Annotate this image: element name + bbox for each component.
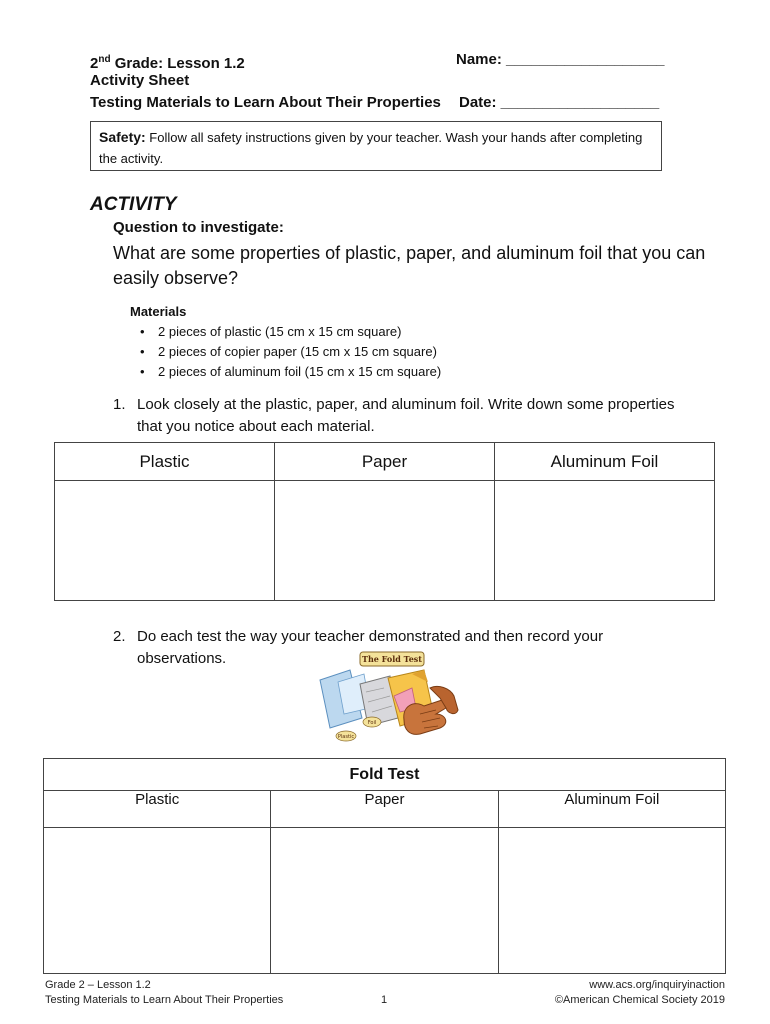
column-header-paper: Paper [275,443,495,481]
step-number: 1. [113,396,126,413]
grade-lesson: Grade: Lesson 1.2 [110,55,245,72]
footer-left [45,978,283,1008]
question-text: What are some properties of plastic, paper, and aluminum foil that you can easily observe? [113,243,706,288]
footer-url[interactable]: www.acs.org/inquiryinaction [589,979,725,991]
answer-cell-aluminum-foil[interactable] [498,828,725,974]
answer-cell-paper[interactable] [271,828,498,974]
grade-ordinal: nd [98,54,111,65]
column-header-plastic: Plastic [44,791,271,828]
footer-copyright: ©American Chemical Society 2019 [554,994,725,1006]
answer-cell-plastic[interactable] [55,481,275,601]
activity-heading: ACTIVITY [90,194,177,215]
page-title: Testing Materials to Learn About Their Properties [90,94,441,111]
safety-box [90,121,662,171]
fold-test-table [43,758,726,974]
materials-list [140,322,441,382]
step-text: Look closely at the plastic, paper, and aluminum foil. Write down some properties that you notice about each material. [137,396,675,435]
observations-table [54,442,715,601]
fold-test-illustration [316,648,466,750]
materials-title: Materials [130,304,187,319]
answer-cell-paper[interactable] [275,481,495,601]
list-item: • 2 pieces of plastic (15 cm x 15 cm square) [140,322,441,342]
tag-plastic: Plastic [337,734,355,740]
column-header-plastic: Plastic [55,443,275,481]
step-number: 2. [113,628,126,645]
footer-lesson: Grade 2 – Lesson 1.2 [45,979,151,991]
column-header-aluminum-foil: Aluminum Foil [495,443,715,481]
fold-test-caption: Fold Test [44,759,726,791]
sign-text: The Fold Test [362,654,422,664]
list-item: • 2 pieces of aluminum foil (15 cm x 15 cm square) [140,362,441,382]
sheet-label: Activity Sheet [90,72,190,89]
grade-number: 2 [90,55,99,72]
step-text: Do each test the way your teacher demonstrated and then record your observations. [137,628,604,667]
footer-title: Testing Materials to Learn About Their Properties [45,994,284,1006]
safety-label: Safety: [99,129,146,145]
page-number: 1 [381,994,388,1006]
date-field: Date: ___________________ [459,94,660,111]
list-item: • 2 pieces of copier paper (15 cm x 15 cm square) [140,342,441,362]
name-field: Name: ___________________ [456,51,665,68]
answer-cell-plastic[interactable] [44,828,271,974]
question-label: Question to investigate: [113,219,284,236]
column-header-aluminum-foil: Aluminum Foil [498,791,725,828]
column-header-paper: Paper [271,791,498,828]
footer-right [555,978,725,1008]
answer-cell-aluminum-foil[interactable] [495,481,715,601]
safety-text: Follow all safety instructions given by your teacher. Wash your hands after completing the activity. [99,130,643,166]
tag-foil: Foil [367,720,377,726]
